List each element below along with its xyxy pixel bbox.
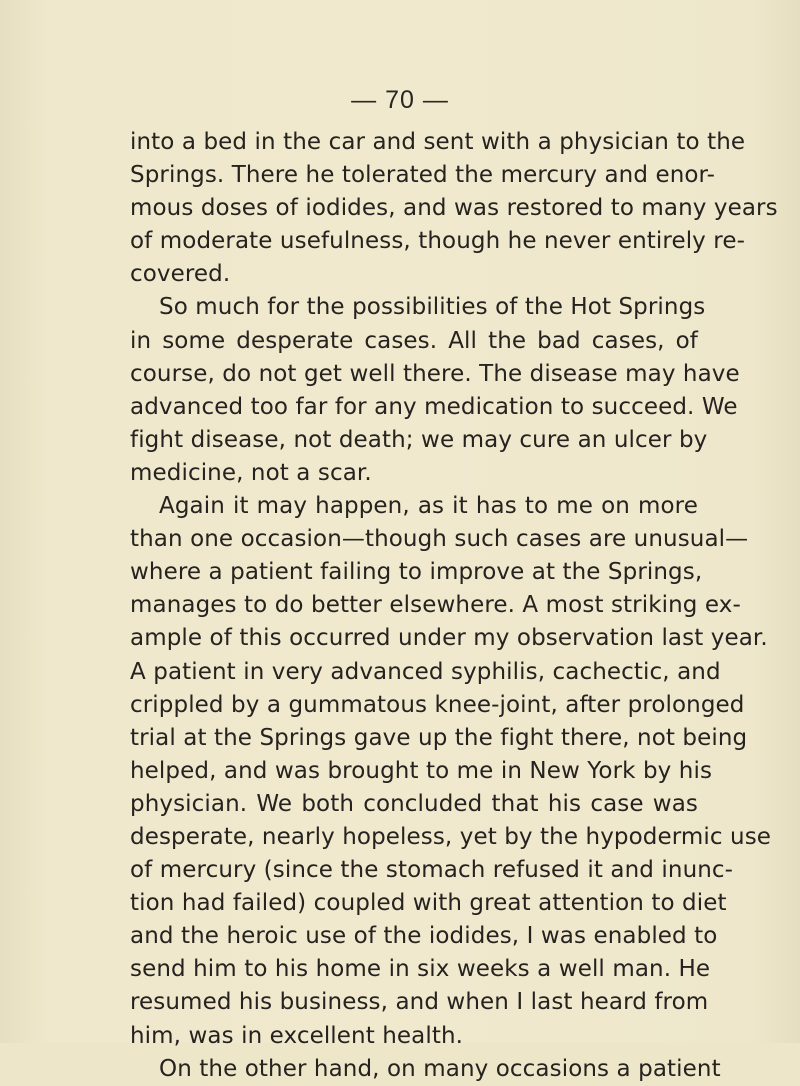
text-line: fight disease, not death; we may cure an ulcer by [130, 426, 708, 453]
body-text [130, 126, 778, 1086]
text-line: Springs. There he tolerated the mercury and enor- [130, 162, 716, 189]
text-line: resumed his business, and when I last heard from [130, 989, 709, 1016]
text-line: into a bed in the car and sent with a physician to the [130, 129, 746, 155]
text-line: So much for the possibilities of the Hot Springs [159, 294, 706, 321]
text-line: desperate, nearly hopeless, yet by the hypodermic use [130, 823, 772, 850]
text-line: of mercury (since the stomach refused it and inunc- [130, 857, 734, 884]
text-line: crippled by a gummatous knee-joint, after prolonged [130, 691, 745, 718]
text-line: course, do not get well there. The disease may have [130, 360, 740, 387]
text-line: A patient in very advanced syphilis, cachectic, and [130, 658, 721, 685]
text-line: than one occasion—though such cases are unusual— [130, 526, 749, 553]
text-line: medicine, not a scar. [130, 459, 372, 486]
text-line: covered. [130, 261, 231, 288]
text-line: of moderate usefulness, though he never entirely re- [130, 228, 746, 255]
text-line: him, was in excellent health. [130, 1022, 464, 1049]
text-line: physician. We both concluded that his case was [130, 790, 698, 817]
text-line: in some desperate cases. All the bad cases, of [130, 327, 698, 354]
page-number: — 70 — [351, 86, 449, 114]
text-line: manages to do better elsewhere. A most striking ex- [130, 592, 741, 619]
text-line: helped, and was brought to me in New York by his [130, 757, 713, 784]
text-line: mous doses of iodides, and was restored to many years [130, 195, 778, 222]
text-line: and the heroic use of the iodides, I was enabled to [130, 923, 718, 950]
text-line: Again it may happen, as it has to me on more [159, 493, 698, 520]
text-line: tion had failed) coupled with great attention to diet [130, 890, 727, 917]
text-line: advanced too far for any medication to succeed. We [130, 393, 738, 420]
text-line: ample of this occurred under my observation last year. [130, 625, 768, 652]
text-line: On the other hand, on many occasions a patient [159, 1055, 721, 1082]
text-line: trial at the Springs gave up the fight there, not being [130, 724, 748, 751]
text-line: where a patient failing to improve at the Springs, [130, 559, 703, 586]
text-line: send him to his home in six weeks a well man. He [130, 956, 711, 983]
